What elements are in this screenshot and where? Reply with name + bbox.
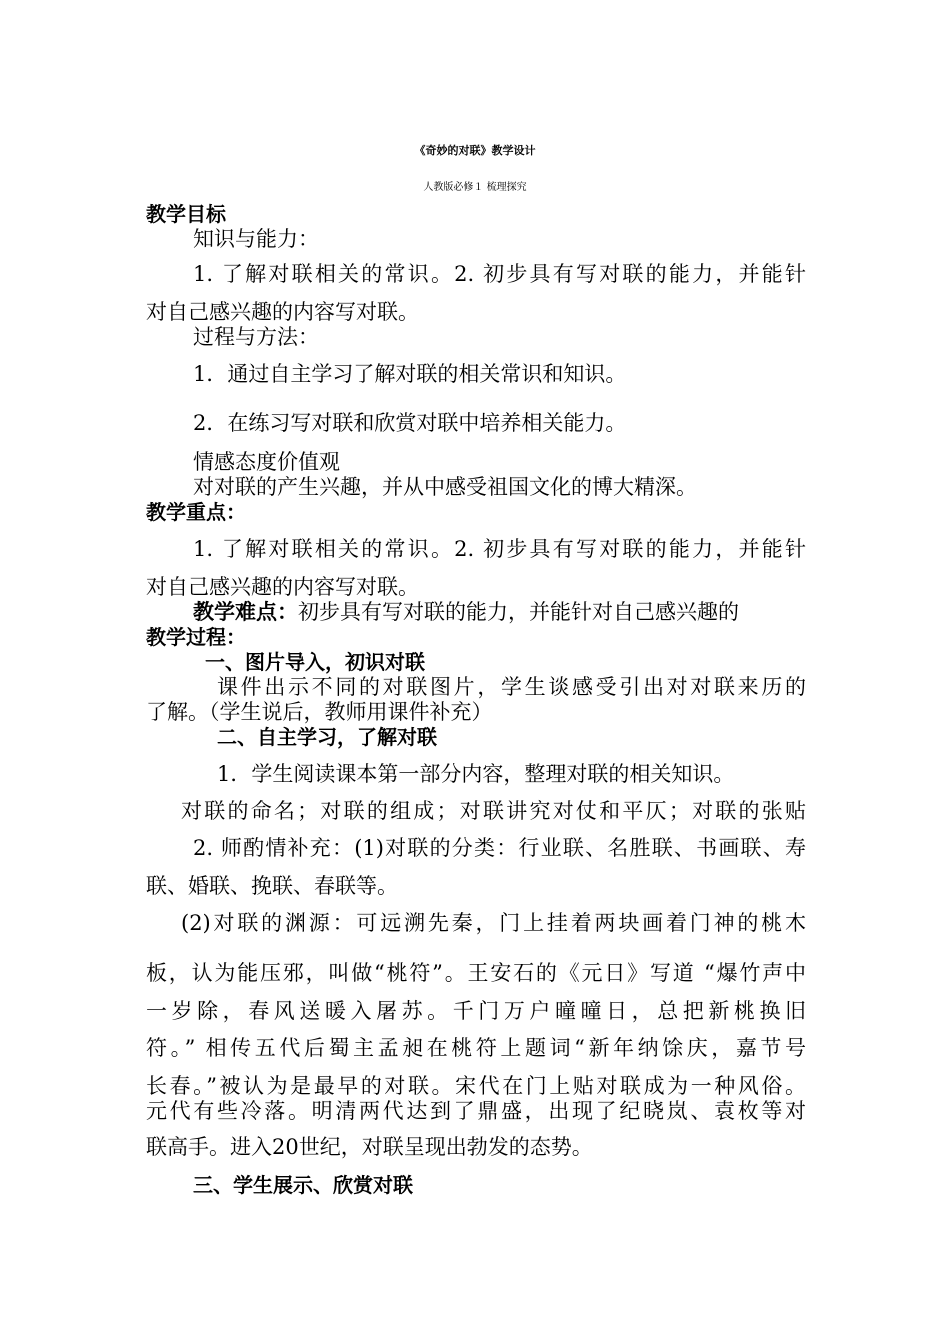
origin-line-3: 一岁除，春风送暖入屠苏。千门万户曈曈日，总把新桃换旧 — [146, 999, 806, 1023]
process-item-1: 1．通过自主学习了解对联的相关常识和知识。 — [193, 362, 627, 386]
emotion-item-1: 对对联的产生兴趣，并从中感受祖国文化的博大精深。 — [193, 475, 697, 499]
difficulty-label: 教学难点： — [193, 600, 298, 624]
knowledge-line-2: 对自己感兴趣的内容写对联。 — [146, 300, 419, 324]
origin-line-6: 元代有些冷落。明清两代达到了鼎盛，出现了纪晓岚、袁枚等对 — [146, 1099, 806, 1123]
difficulty-text: 初步具有写对联的能力，并能针对自己感兴趣的 — [298, 600, 739, 624]
difficulty-line — [193, 599, 739, 625]
objectives-heading: 教学目标 — [146, 202, 226, 226]
origin-line-4: 符。” 相传五代后蜀主孟昶在桃符上题词“新年纳馀庆，嘉节号 — [146, 1036, 806, 1060]
document-title: 《奇妙的对联》教学设计 — [414, 144, 536, 157]
section-1-heading: 一、图片导入，初识对联 — [205, 650, 425, 674]
key-points-heading: 教学重点： — [146, 500, 246, 524]
section-2-item-1: 1．学生阅读课本第一部分内容，整理对联的相关知识。 — [217, 762, 735, 786]
origin-line-2: 板，认为能压邪，叫做“桃符”。王安石的《元日》写道 “爆竹声中 — [146, 961, 806, 985]
section-2-heading: 二、自主学习，了解对联 — [217, 725, 437, 749]
section-1-line-1: 课件出示不同的对联图片，学生谈感受引出对对联来历的 — [217, 675, 806, 699]
document-subtitle: 人教版必修１ 梳理探究 — [423, 182, 527, 193]
section-2-item-2-line-1: 2. 师酌情补充：(1)对联的分类：行业联、名胜联、书画联、寿 — [193, 836, 806, 860]
knowledge-label: 知识与能力： — [193, 227, 319, 251]
process-label: 过程与方法： — [193, 325, 319, 349]
section-1-line-2: 了解。（学生说后，教师用课件补充） — [146, 700, 493, 724]
section-2-item-2-line-2: 联、婚联、挽联、春联等。 — [146, 874, 398, 898]
process-item-2: 2．在练习写对联和欣赏对联中培养相关能力。 — [193, 411, 627, 435]
origin-line-1: (2)对联的渊源：可远溯先秦，门上挂着两块画着门神的桃木 — [181, 911, 806, 935]
section-3-heading: 三、学生展示、欣赏对联 — [193, 1173, 413, 1197]
origin-line-7: 联高手。进入20世纪，对联呈现出勃发的态势。 — [146, 1135, 593, 1159]
origin-line-5: 长春。”被认为是最早的对联。宋代在门上贴对联成为一种风俗。 — [146, 1074, 806, 1098]
key-points-line-1: 1. 了解对联相关的常识。2. 初步具有写对联的能力，并能针 — [193, 537, 806, 561]
section-2-item-1-detail: 对联的命名；对联的组成；对联讲究对仗和平仄；对联的张贴 — [181, 799, 806, 823]
process-heading: 教学过程： — [146, 625, 246, 649]
key-points-line-2: 对自己感兴趣的内容写对联。 — [146, 575, 419, 599]
emotion-label: 情感态度价值观 — [193, 450, 340, 474]
knowledge-line-1: 1. 了解对联相关的常识。2. 初步具有写对联的能力，并能针 — [193, 262, 806, 286]
